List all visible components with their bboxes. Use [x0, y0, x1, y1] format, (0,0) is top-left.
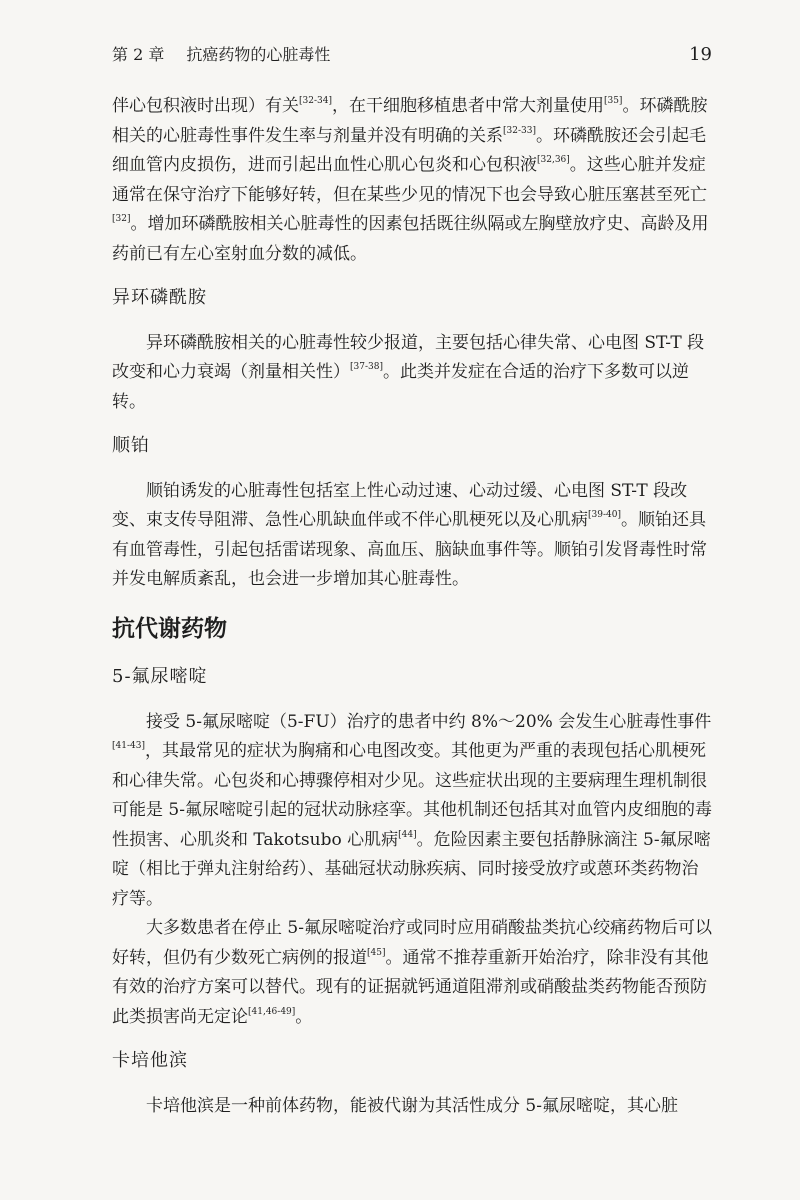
page-number: 19 [689, 44, 712, 65]
citation: [41,46-49] [248, 1006, 296, 1017]
citation: [41-43] [112, 741, 145, 751]
running-header [112, 42, 712, 65]
paragraph-cyclophosphamide-cont: 伴心包积液时出现）有关[32-34]，在干细胞移植患者中常大剂量使用[35]。环磷酰胺相关的心脏毒性事件发生率与剂量并没有明确的关系[32-33]。环磷酰胺还会引起毛细血管内皮损伤，进而引起出血性心肌心包炎和心包积液[32,36]。这些心脏并发症通常在保守治疗下能够好转，但在某些少见的情况下也会导致心脏压塞甚至死亡[32]。增加环磷酰胺相关心脏毒性的因素包括既往纵隔或左胸壁放疗史、高龄及用药前已有左心室射血分数的减低。 [112, 96, 709, 264]
citation: [45] [367, 947, 386, 958]
paragraph-cisplatin: 顺铂诱发的心脏毒性包括室上性心动过速、心动过缓、心电图 ST-T 段改变、束支传导阻滞、急性心肌缺血伴或不伴心肌梗死以及心肌病[39-40]。顺铂还具有血管毒性，引起包括雷诺现象、高血压、脑缺血事件等。顺铂引发肾毒性时常并发电解质紊乱，也会进一步增加其心脏毒性。 [112, 480, 707, 589]
citation: [44] [398, 829, 417, 840]
heading-capecitabine: 卡培他滨 [112, 1050, 188, 1071]
chapter-number: 第 2 章 [112, 45, 165, 64]
heading-cisplatin: 顺铂 [112, 435, 150, 456]
citation: [32,36] [537, 155, 570, 165]
citation: [35] [603, 96, 623, 106]
heading-antimetabolites: 抗代谢药物 [112, 615, 227, 642]
chapter-title: 抗癌药物的心脏毒性 [186, 45, 331, 64]
paragraph-5fu-treatment: 大多数患者在停止 5-氟尿嘧啶治疗或同时应用硝酸盐类抗心绞痛药物后可以好转，但仍有少数死亡病例的报道[45]。通常不推荐重新开始治疗，除非没有其他有效的治疗方案可以替代。现有的证据就钙通道阻滞剂或硝酸盐类药物能否预防此类损害尚无定论[41,46-49]。 [112, 918, 712, 1027]
citation: [32] [112, 214, 131, 224]
citation: [32-33] [503, 125, 536, 136]
body-text [112, 92, 712, 1121]
citation: [32-34] [299, 96, 332, 106]
paragraph-5fu-toxicity: 接受 5-氟尿嘧啶（5-FU）治疗的患者中约 8%～20% 会发生心脏毒性事件[41-43]，其最常见的症状为胸痛和心电图改变。其他更为严重的表现包括心肌梗死和心律失常。心包炎和心搏骤停相对少见。这些症状出现的主要病理生理机制很可能是 5-氟尿嘧啶引起的冠状动脉痉挛。其他机制还包括其对血管内皮细胞的毒性损害、心肌炎和 Takotsubo 心肌病[44]。危险因素主要包括静脉滴注 5-氟尿嘧啶（相比于弹丸注射给药）、基础冠状动脉疾病、同时接受放疗或蒽环类药物治疗等。 [112, 711, 712, 909]
citation: [37-38] [350, 362, 383, 372]
paragraph-capecitabine: 卡培他滨是一种前体药物，能被代谢为其活性成分 5-氟尿嘧啶，其心脏 [146, 1095, 678, 1116]
citation: [39-40] [588, 510, 621, 520]
chapter-label [112, 42, 330, 65]
paragraph-ifosfamide: 异环磷酰胺相关的心脏毒性较少报道，主要包括心律失常、心电图 ST-T 段改变和心力衰竭（剂量相关性）[37-38]。此类并发症在合适的治疗下多数可以逆转。 [112, 332, 705, 412]
heading-ifosfamide: 异环磷酰胺 [112, 287, 207, 308]
heading-5-fluorouracil: 5-氟尿嘧啶 [112, 666, 208, 687]
